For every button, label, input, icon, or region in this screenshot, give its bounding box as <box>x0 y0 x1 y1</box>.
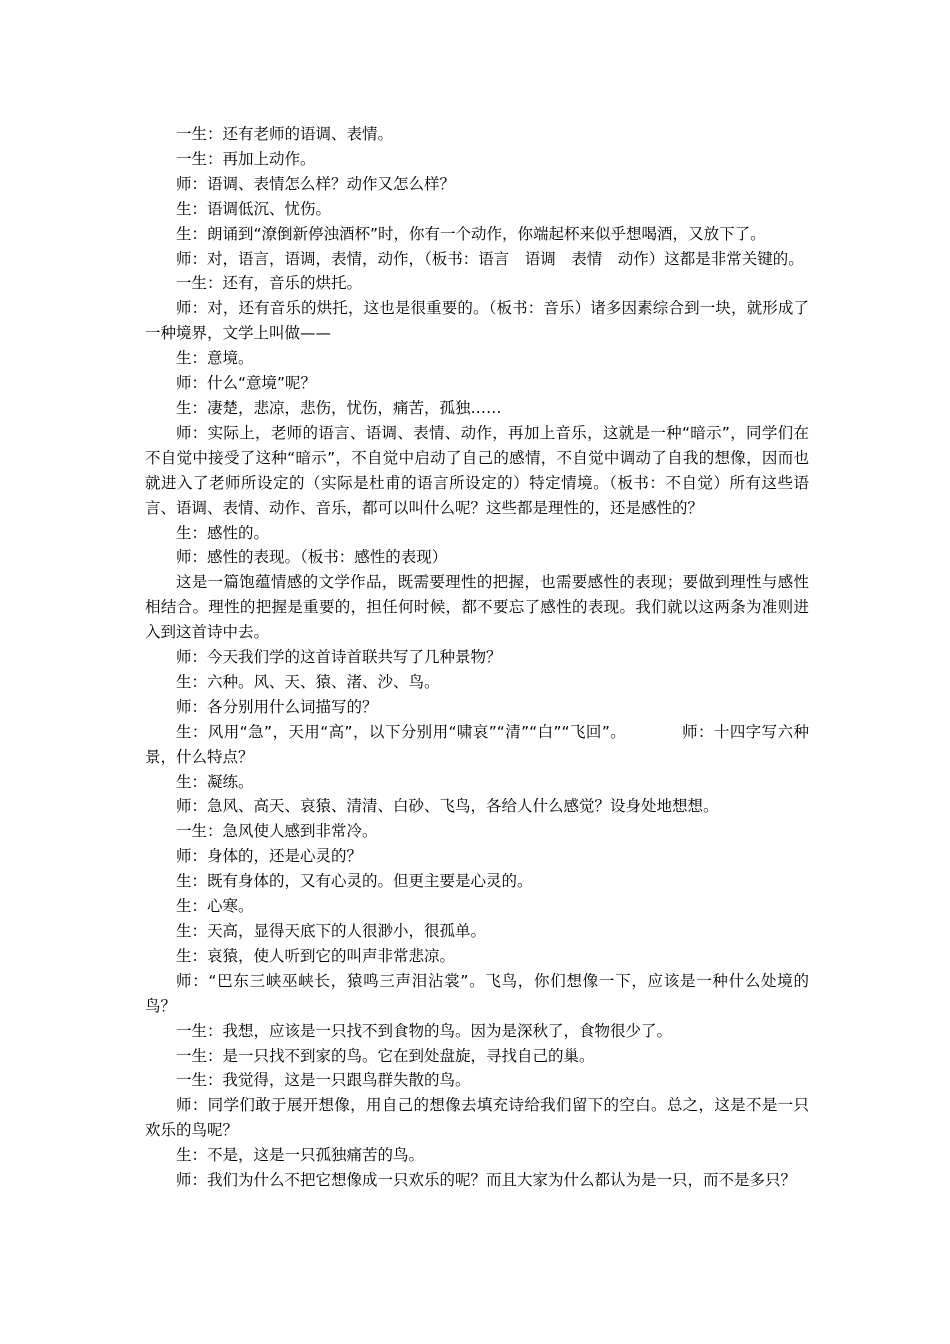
paragraph: 生：不是，这是一只孤独痛苦的鸟。 <box>176 1146 425 1165</box>
paragraph: 师：身体的，还是心灵的？ <box>176 847 363 866</box>
paragraph: 一生：还有老师的语调、表情。 <box>176 125 394 143</box>
paragraph: 生：心寒。 <box>176 897 254 916</box>
paragraph: 生：朗诵到“潦倒新停浊酒杯”时，你有一个动作，你端起杯来似乎想喝酒，又放下了。 <box>176 224 766 243</box>
paragraph: 师：今天我们学的这首诗首联共写了几种景物？ <box>176 648 502 667</box>
paragraph: 一生：是一只找不到家的鸟。它在到处盘旋，寻找自己的巢。 <box>176 1046 595 1065</box>
paragraph: 师：“巴东三峡巫峡长，猿鸣三声泪沾裳”。飞鸟，你们想像一下，应该是一种什么处境的鸟？ <box>145 971 809 1015</box>
paragraph: 师：对，还有音乐的烘托，这也是很重要的。（板书：音乐）诸多因素综合到一块，就形成了一种境界，文学上叫做—— <box>145 299 809 343</box>
paragraph: 生：意境。 <box>176 349 254 368</box>
paragraph: 生：语调低沉、忧伤。 <box>176 199 332 218</box>
paragraph: 一生：还有，音乐的烘托。 <box>176 274 363 293</box>
paragraph: 师：感性的表现。（板书：感性的表现） <box>176 548 448 567</box>
paragraph: 一生：我觉得，这是一只跟鸟群失散的鸟。 <box>176 1071 471 1090</box>
paragraph: 生：感性的。 <box>176 523 270 542</box>
paragraph: 生：凝练。 <box>176 772 254 791</box>
paragraph: 师：实际上，老师的语言、语调、表情、动作，再加上音乐，这就是一种“暗示”，同学们在不自觉中接受了这种“暗示”，不自觉中启动了自己的感情，不自觉中调动了自我的想像，因而也就进入了老师所设定的（实际是杜甫的语言所设定的）特定情境。（板书：不自觉）所有这些语言、语调、表情、动作、音乐，都可以叫什么呢？这些都是理性的，还是感性的？ <box>145 423 809 517</box>
paragraph: 生：凄楚，悲凉，悲伤，忧伤，痛苦，孤独…… <box>176 398 502 417</box>
paragraph: 师：各分别用什么词描写的？ <box>176 697 378 716</box>
paragraph: 师：对，语言，语调，表情，动作，（板书：语言 语调 表情 动作）这都是非常关键的。 <box>176 249 804 268</box>
paragraph: 一生：急风使人感到非常冷。 <box>176 822 378 841</box>
paragraph: 一生：我想，应该是一只找不到食物的鸟。因为是深秋了，食物很少了。 <box>176 1021 673 1040</box>
paragraph: 一生：再加上动作。 <box>176 149 316 168</box>
paragraph: 生：哀猿，使人听到它的叫声非常悲凉。 <box>176 946 456 965</box>
paragraph: 生：风用“急”，天用“高”，以下分别用“啸哀”“清”“白”“飞回”。 师：十四字写六种景，什么特点？ <box>145 722 809 766</box>
paragraph: 生：六种。风、天、猿、渚、沙、鸟。 <box>176 672 440 691</box>
paragraph: 师：同学们敢于展开想像，用自己的想像去填充诗给我们留下的空白。总之，这是不是一只欢乐的鸟呢？ <box>145 1096 809 1140</box>
paragraph: 这是一篇饱蕴情感的文学作品，既需要理性的把握，也需要感性的表现；要做到理性与感性相结合。理性的把握是重要的，担任何时候，都不要忘了感性的表现。我们就以这两条为准则进入到这首诗中去。 <box>145 573 809 642</box>
paragraph: 师：急风、高天、哀猿、清清、白砂、飞鸟，各给人什么感觉？设身处地想想。 <box>176 797 719 816</box>
paragraph: 生：天高，显得天底下的人很渺小，很孤单。 <box>176 922 487 940</box>
paragraph: 师：我们为什么不把它想像成一只欢乐的呢？而且大家为什么都认为是一只，而不是多只？ <box>176 1171 797 1190</box>
paragraph: 师：什么“意境”呢？ <box>176 374 317 393</box>
document-page <box>145 122 809 1193</box>
paragraph: 生：既有身体的，又有心灵的。但更主要是心灵的。 <box>176 872 533 891</box>
paragraph: 师：语调、表情怎么样？动作又怎么样？ <box>176 174 456 193</box>
